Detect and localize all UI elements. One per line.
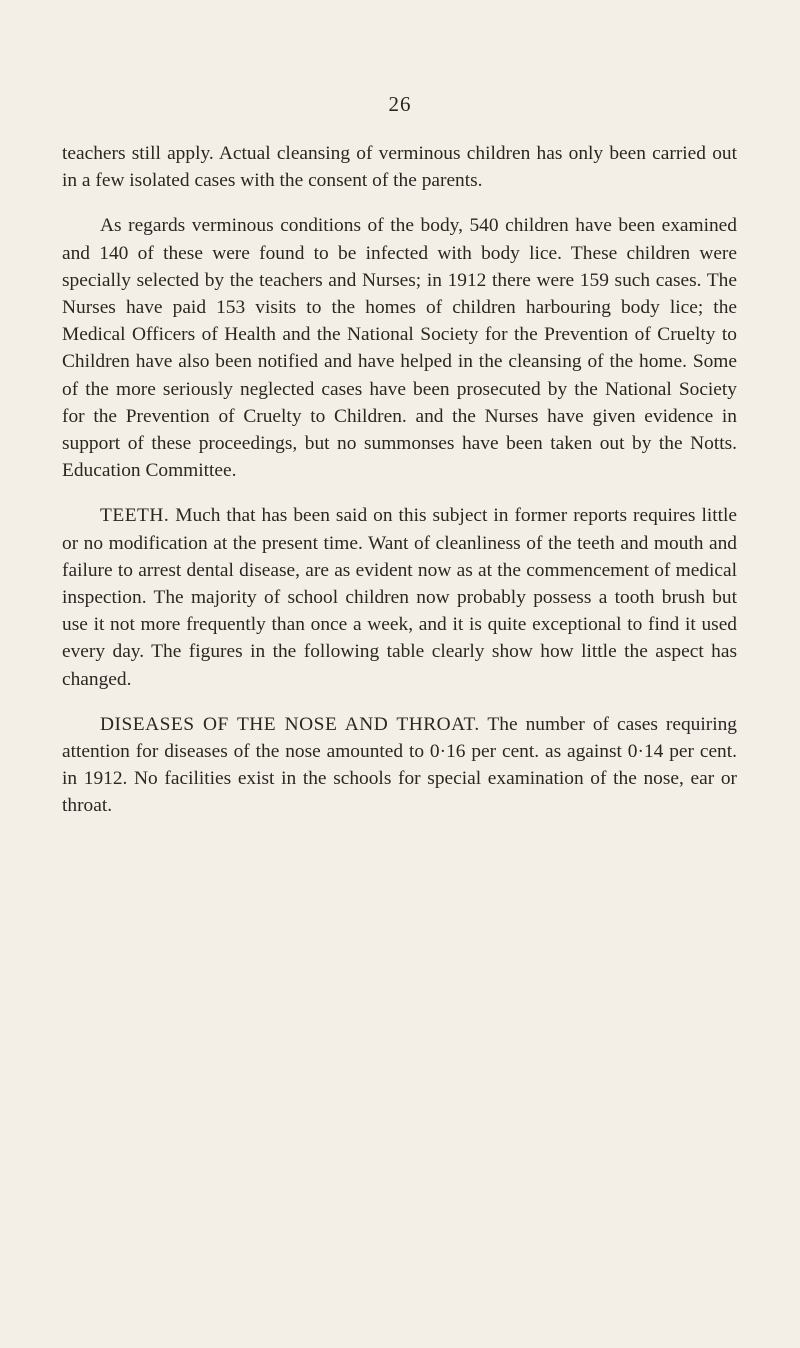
- paragraph-text: teachers still apply. Actual cleansing of verminous children has only been carried out in a few isolated cases with the consent of the parents.: [62, 143, 737, 192]
- section-heading-teeth: TEETH.: [100, 505, 170, 527]
- paragraph-text: As regards verminous conditions of the body, 540 children have been examined and 140 of these were found to be infected with body lice. These children were specially selected by the teachers and Nurses; in 1912 there were 159 such cases. The Nurses have paid 153 visits to the homes of children harbouring body lice; the Medical Officers of Health and the National Society for the Prevention of Cruelty to Children have also been notified and have helped in the cleansing of the home. Some of the more seriously neglected cases have been prosecuted by the National Society for the Prevention of Cruelty to Children. and the Nurses have given evidence in support of these proceedings, but no summonses have been taken out by the Notts. Education Committee.: [62, 215, 737, 482]
- section-heading-nose-throat: DISEASES OF THE NOSE AND THROAT.: [100, 713, 480, 735]
- paragraph-text: Much that has been said on this subject in former reports requires little or no modification at the present time. Want of cleanliness of the teeth and mouth and failure to arrest dental disease, are as evident now as at the commencement of medical inspection. The majority of school children now probably possess a tooth brush but use it not more frequently than once a week, and it is quite exceptional to find it used every day. The figures in the following table clearly show how little the aspect has changed.: [62, 505, 737, 690]
- paragraph-nose-throat: [62, 711, 737, 820]
- paragraph-verminous-conditions: [62, 212, 737, 484]
- body-text: [62, 140, 737, 838]
- page-number: 26: [388, 92, 412, 116]
- paragraph-teeth: [62, 502, 737, 692]
- paragraph-continuation: [62, 140, 737, 194]
- paragraph-text: The number of cases requiring attention for diseases of the nose amounted to 0·16 per cent. as against 0·14 per cent. in 1912. No facilities exist in the schools for special examination of the nose, ear or throat.: [62, 713, 737, 817]
